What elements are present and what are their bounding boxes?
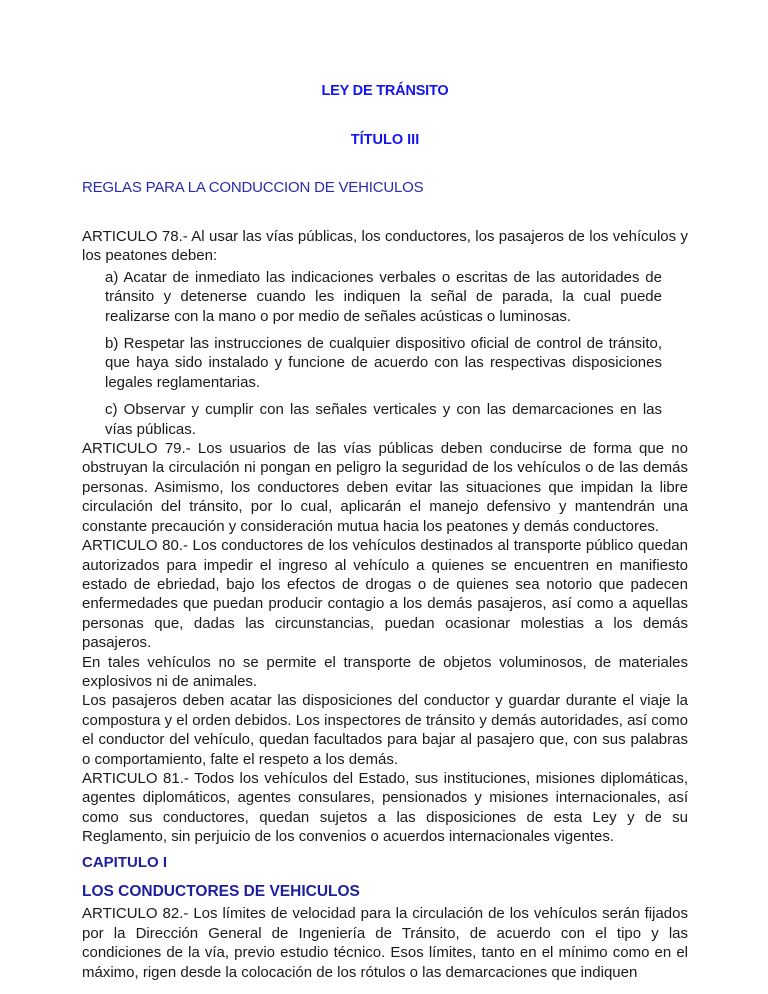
article-80-p3: Los pasajeros deben acatar las disposiciones del conductor y guardar durante el viaje la compostura y el orden debidos. Los inspectores de tránsito y demás autoridades, así como el conductor del vehículo, quedan facultados para bajar al pasajero que, con sus palabras o comportamiento, falte el respeto a los demás. xyxy=(82,692,688,768)
document-subtitle: TÍTULO III xyxy=(350,132,420,148)
article-82: ARTICULO 82.- Los límites de velocidad para la circulación de los vehículos serán fijados por la Dirección General de Ingeniería de Tránsito, de acuerdo con el tipo y las condiciones de la vía, previo estudio técnico. Esos límites, tanto en el mínimo como en el máximo, rigen desde la colocación de los rótulos o las demarcaciones que indiquen xyxy=(82,905,688,981)
article-80-p2: En tales vehículos no se permite el transporte de objetos voluminosos, de materiales explosivos ni de animales. xyxy=(82,653,688,690)
document-body xyxy=(82,227,688,982)
article-81: ARTICULO 81.- Todos los vehículos del Estado, sus instituciones, misiones diplomáticas, agentes diplomáticos, agentes consulares, pensionados y misiones internacionales, así como sus conductores, quedan sujetos a las disposiciones de esta Ley y de su Reglamento, sin perjuicio de los convenios o acuerdos internacionales vigentes. xyxy=(82,769,688,846)
article-78-item-c: c) Observar y cumplir con las señales verticales y con las demarcaciones en las vías públicas. xyxy=(105,401,662,438)
article-79: ARTICULO 79.- Los usuarios de las vías públicas deben conducirse de forma que no obstruyan la circulación ni pongan en peligro la seguridad de los vehículos o de las demás personas. Asimismo, los conductores deben evitar las situaciones que impidan la libre circulación del tránsito, por lo cual, aplicarán el manejo defensivo y mantendrán una constante precaución y consideración mutua hacia los peatones y demás conductores. xyxy=(82,440,688,535)
article-78-item-a: a) Acatar de inmediato las indicaciones verbales o escritas de las autoridades de tránsito y detenerse cuando les indiquen la señal de parada, la cual puede realizarse con la mano o por medio de señales acústicas o luminosas. xyxy=(105,268,662,325)
article-78-item-b: b) Respetar las instrucciones de cualquier dispositivo oficial de control de tránsito, que haya sido instalado y funcione de acuerdo con las respectivas disposiciones legales reglamentarias. xyxy=(105,335,662,391)
article-78-intro: ARTICULO 78.- Al usar las vías públicas, los conductores, los pasajeros de los vehículos y los peatones deben: xyxy=(82,228,688,265)
section-heading: REGLAS PARA LA CONDUCCION DE VEHICULOS xyxy=(82,179,424,196)
document-title: LEY DE TRÁNSITO xyxy=(321,83,449,99)
article-80-p1: ARTICULO 80.- Los conductores de los vehículos destinados al transporte público quedan autorizados para impedir el ingreso al vehículo a quienes se encuentren en manifiesto estado de ebriedad, bajo los efectos de drogas o de quienes sea notorio que padecen enfermedades que puedan producir contagio a los demás pasajeros, así como a aquellas personas que, dadas las circunstancias, puedan ocasionar molestias a los demás pasajeros. xyxy=(82,537,688,652)
chapter-label: CAPITULO I xyxy=(82,853,167,871)
chapter-title: LOS CONDUCTORES DE VEHICULOS xyxy=(82,883,360,900)
